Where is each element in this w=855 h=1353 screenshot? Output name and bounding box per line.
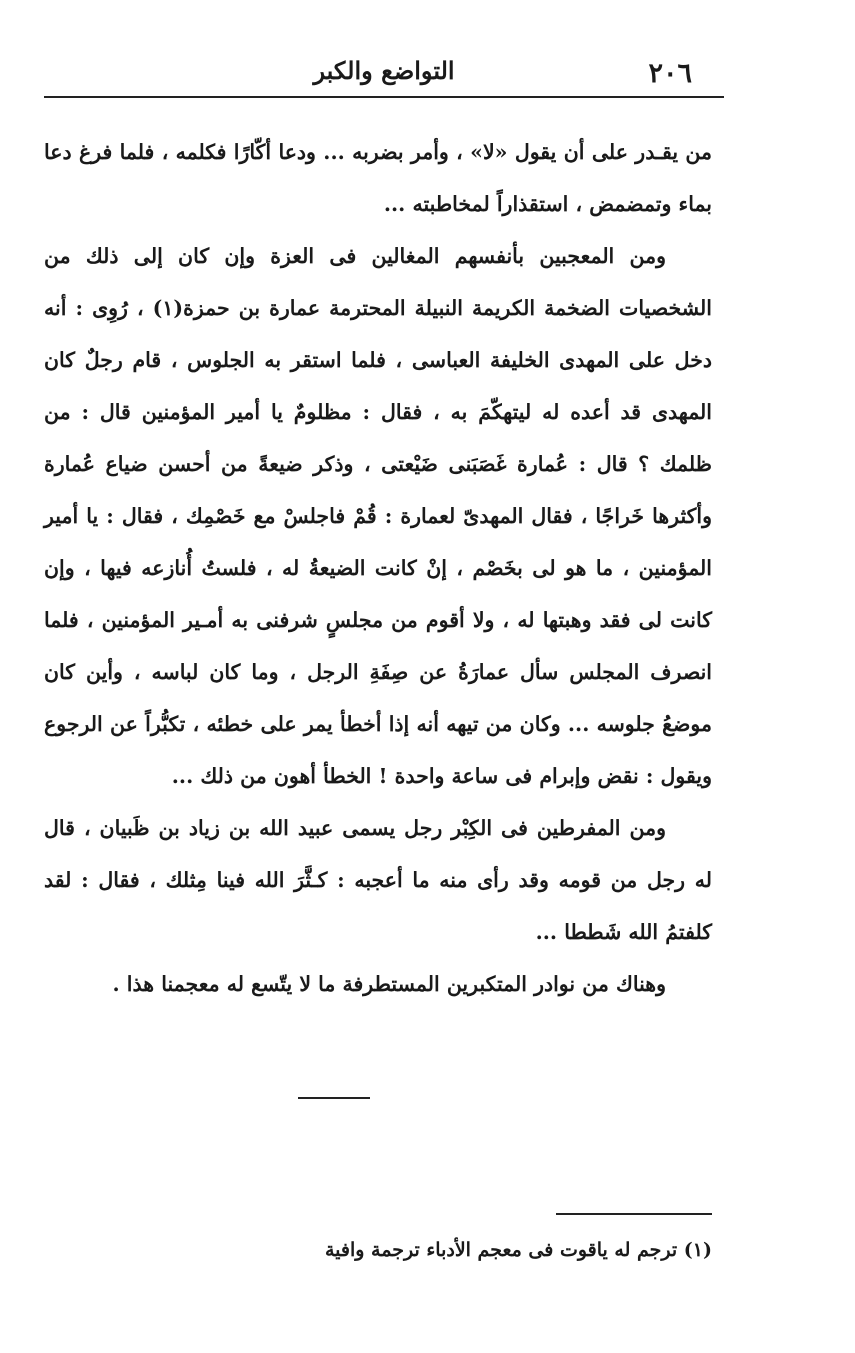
footnote-divider [556, 1213, 712, 1215]
paragraph: ومن المعجبين بأنفسهم المغالين فى العزة وإن كان إلى ذلك من الشخصيات الضخمة الكريمة النبيلة المحترمة عمارة بن حمزة(١) ، رُوِى : أنه دخل على المهدى الخليفة العباسى ، فلما استقر به الجلوس ، قام رجلٌ كان المهدى قد أعده له ليتهكّمَ به ، فقال : مظلومٌ يا أمير المؤمنين قال : من ظلمك ؟ قال : عُمارة غَصَبَنى ضَيْعتى ، وذكر ضيعةً من أحسن ضياع عُمارة وأكثرها خَراجًا ، فقال المهدىّ لعمارة : قُمْ فاجلسْ مع خَصْمِك ، فقال : يا أمير المؤمنين ، ما هو لى بخَصْم ، إنْ كانت الضيعةُ له ، فلستُ أُنازعه فيها ، وإن كانت لى فقد وهبتها له ، ولا أقوم من مجلسٍ شرفنى به أمـير المؤمنين ، فلما انصرف المجلس سأل عمارَةُ عن صِفَةِ الرجل ، وما كان لباسه ، وأين كان موضعُ جلوسه ... وكان من تيهه أنه إذا أخطأ يمر على خطئه ، تكبُّراً عن الرجوع ويقول : نقض وإبرام فى ساعة واحدة ! الخطأ أهون من ذلك ... [44, 244, 712, 788]
paragraph: وهناك من نوادر المتكبرين المستطرفة ما لا يتّسع له معجمنا هذا . [112, 972, 666, 996]
body-text [44, 126, 712, 1010]
paragraph: ومن المفرطين فى الكِبْر رجل يسمى عبيد الله بن زياد بن ظَبيان ، قال له رجل من قومه وقد رأى منه ما أعجبه : كـثَّرَ الله فينا مِثلك ، فقال : لقد كلفتمُ الله شَططا ... [44, 816, 712, 944]
running-title: التواضع والكبر [313, 56, 455, 85]
paragraph: من يقـدر على أن يقول «لا» ، وأمر بضربه ... ودعا أكّارًا فكلمه ، فلما فرغ دعا بماء وتمضمض ، استقذاراً لمخاطبته ... [44, 140, 712, 216]
page-number: ٢٠٦ [648, 58, 692, 89]
footnote: (١) ترجم له ياقوت فى معجم الأدباء ترجمة وافية [324, 1239, 712, 1261]
section-divider [298, 1097, 370, 1099]
page-header [44, 52, 724, 92]
header-rule [44, 96, 724, 98]
